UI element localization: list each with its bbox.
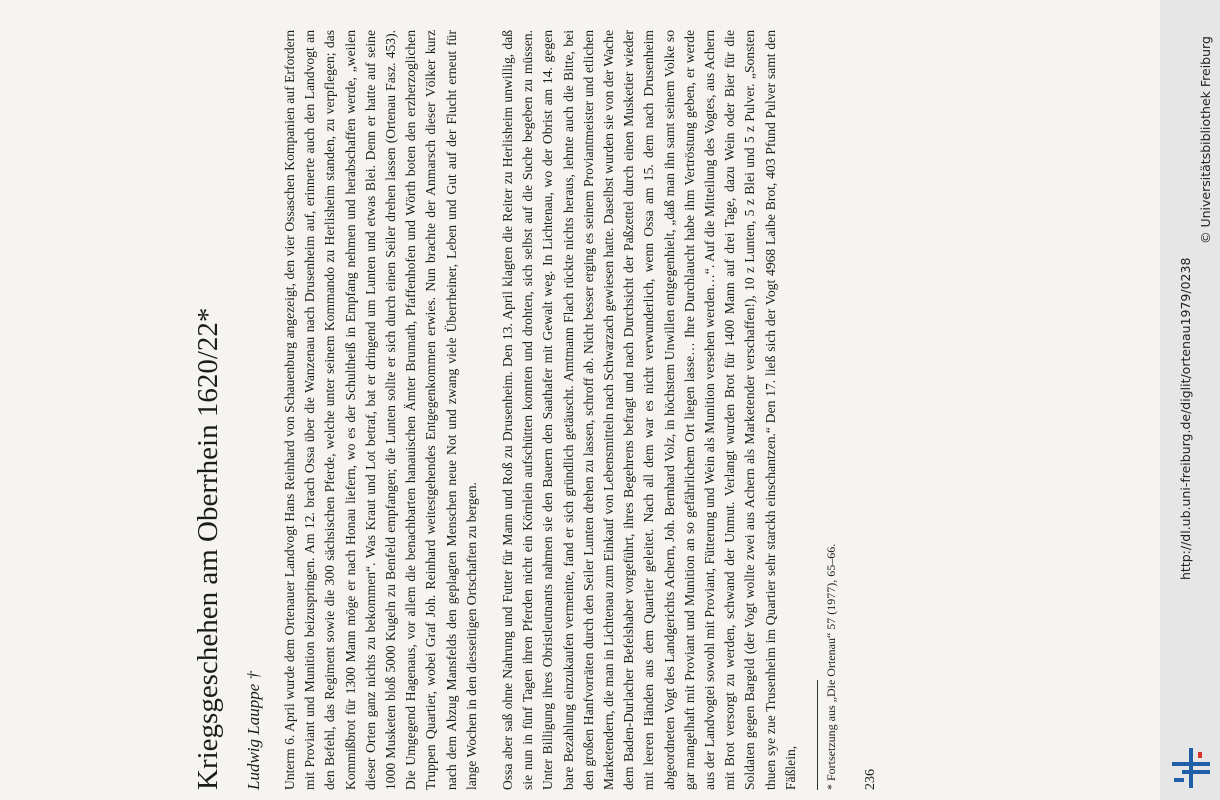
paragraph-1: Unterm 6. April wurde dem Ortenauer Landvogt Hans Reinhard von Schauenburg angezeigt, den vier Ossaschen Kompanien auf Erfordern mit Proviant und Munition beizuspringen. Am 12. brach Ossa über die Wanzenau nach Drusenheim auf, erinnerte auch den Landvogt an den Befehl, das Regiment sowie die 300 sächsischen Pferde, welche unter seinem Kommando zu Herlisheim standen, zu verpflegen; das Kommißbrot für 1300 Mann möge er nach Honau liefern, wo es der Schultheiß in Empfang nehmen und herabschaffen werde, „weilen dieser Orten ganz nichts zu bekommen“. Was Kraut und Lot betraf, bat er dringend um Lunten und etwas Blei. Denn er hatte auf seine 1000 Musketen bloß 5000 Kugeln zu Benfeld empfangen; die Lunten sollte er sich durch einen Seiler drehen lassen (Ortenau Fasz. 453). Die Umgegend Hagenaus, vor allem die benachbarten hanauischen Ämter Brumath, Pfaffenhofen und Wörth boten den erzherzoglichen Truppen Quartier, wobei Graf Joh. Reinhard weitestgehendes Entgegenkommen erwies. Nun brachte der Anmarsch dieser Völker kurz nach dem Abzug Mansfelds den geplagten Menschen neue Not und zwang viele Überrheiner, Leben und Gut auf der Flucht erneut für lange Wochen in den diesseitigen Ortschaften zu bergen. — [282, 30, 479, 790]
article-title: Kriegsgeschehen am Oberrhein 1620/22* — [192, 307, 224, 790]
library-sidebar — [1160, 0, 1220, 800]
footnote-rule — [817, 680, 818, 790]
article-author: Ludwig Lauppe † — [244, 670, 263, 790]
library-logo-icon — [1172, 748, 1210, 788]
copyright-notice: © Universitätsbibliothek Freiburg — [1198, 36, 1213, 244]
source-url-link[interactable]: http://dl.ub.uni-freiburg.de/diglit/ortenau1979/0238 — [1178, 257, 1193, 580]
rotated-article — [190, 30, 1070, 790]
page-number: 236 — [863, 769, 879, 790]
paragraph-2: Ossa aber saß ohne Nahrung und Futter für Mann und Roß zu Drusenheim. Den 13. April klagten die Reiter zu Herlisheim unwillig, daß sie nun in fünf Tagen ihren Pferden nicht ein Körnlein aufschütten konnten und drohten, sich selbst auf die Suche begeben zu müssen. Unter Billigung ihres Obristleutnants nahmen sie den Bauern den Saathafer mit Gewalt weg. In Lichtenau, wo der Obrist am 14. gegen bare Bezahlung einzukaufen vermeinte, fand er sich gründlich getäuscht. Amtmann Flach rückte nichts heraus, lehnte auch die Bitte, bei den großen Hanfvorräten durch den Seiler Lunten drehen zu lassen, schroff ab. Nicht besser erging es seinem Proviantmeister und etlichen Marketendern, die man in Lichtenau zum Einkauf von Lebensmitteln nach Schwarzach gewiesen hatte. Daselbst wurden sie von der Wache dem Baden-Durlacher Befelshaber vorgeführt, ihres Begehrens befragt und nach Durchsicht der Paßzettel durch einen Musketier wieder mit leeren Händen aus dem Quartier geleitet. Nach all dem war es nicht verwunderlich, wenn Ossa am 15. dem nach Drusenheim abgeordneten Vogt des Landgerichts Achern, Joh. Bernhard Volz, in höchstem Unwillen entgegenhielt, „daß man ihn samt seinem Volke so gar mangelhaft mit Proviant und Munition an so gefährlichem Ort liegen lasse… Ihre Durchlaucht habe ihm Vertröstung geben, er werde aus der Landvogtei sowohl mit Proviant, Fütterung und Wein als Munition versehen werden…“. Auf die Mitteilung des Vogtes, aus Achern mit Brot versorgt zu werden, schwand der Unmut. Verlangt wurden Brot für 1400 Mann auf drei Tage, dazu Wein oder Bier für die Soldaten gegen Bargeld (der Vogt wollte zwei aus Achern als Marketender verschaffen!), 10 z Lunten, 5 z Blei und 5 z Pulver. „Sonsten thuen sye zue Trusenheim im Quartier sehr starckh einschantzen.“ Den 17. ließ sich der Vogt 4968 Laibe Brot, 403 Pfund Pulver samt den Fäßlein, — [500, 30, 798, 790]
footnote: * Fortsetzung aus „Die Ortenau“ 57 (1977), 65–66. — [824, 543, 839, 790]
